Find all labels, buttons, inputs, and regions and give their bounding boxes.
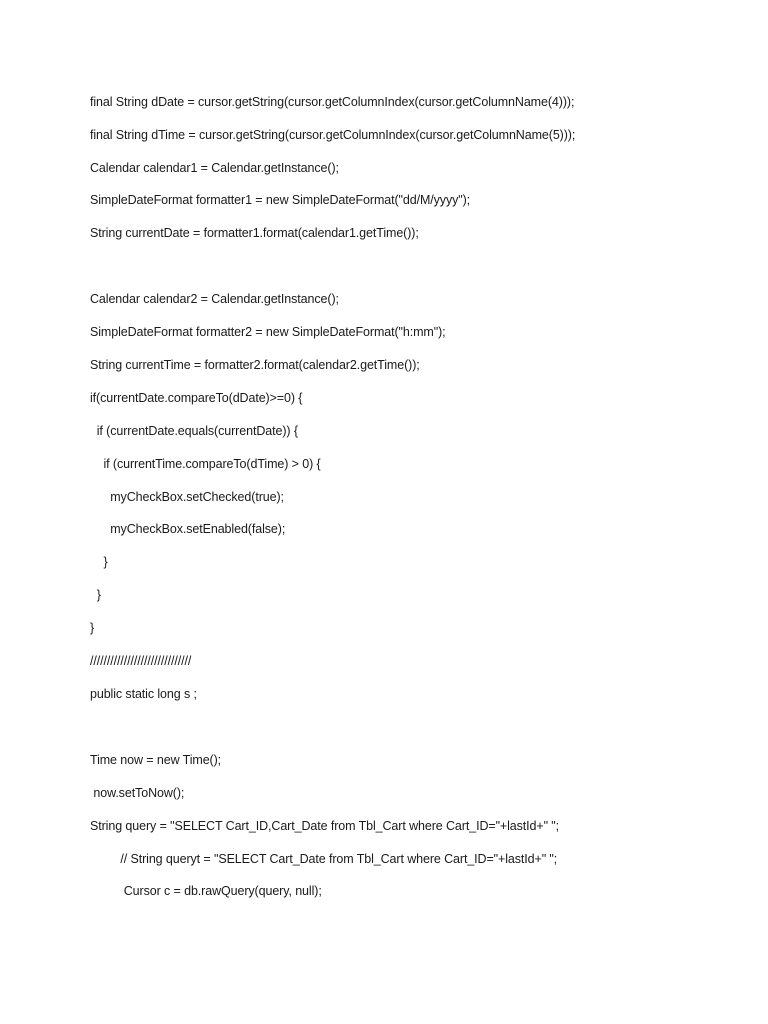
code-line-14: } [90,555,108,569]
code-line-18: public static long s ; [90,687,197,701]
code-line-15: } [90,588,101,602]
code-line-17: ////////////////////////////// [90,654,192,668]
code-line-4: SimpleDateFormat formatter1 = new SimpleDateFormat("dd/M/yyyy"); [90,193,471,207]
code-line-16: } [90,621,95,635]
code-line-23: Cursor c = db.rawQuery(query, null); [90,884,322,898]
code-line-5: String currentDate = formatter1.format(calendar1.getTime()); [90,226,419,240]
code-line-1: final String dDate = cursor.getString(cursor.getColumnIndex(cursor.getColumnName(4))); [90,95,575,109]
code-line-20: now.setToNow(); [90,786,185,800]
code-line-11: if (currentTime.compareTo(dTime) > 0) { [90,457,321,471]
code-line-19: Time now = new Time(); [90,753,222,767]
code-line-10: if (currentDate.equals(currentDate)) { [90,424,298,438]
code-line-7: SimpleDateFormat formatter2 = new SimpleDateFormat("h:mm"); [90,325,446,339]
code-line-22: // String queryt = "SELECT Cart_Date from Tbl_Cart where Cart_ID="+lastId+" "; [90,852,558,866]
code-line-2: final String dTime = cursor.getString(cursor.getColumnIndex(cursor.getColumnName(5))); [90,128,576,142]
code-line-13: myCheckBox.setEnabled(false); [90,522,286,536]
code-line-9: if(currentDate.compareTo(dDate)>=0) { [90,391,303,405]
code-line-12: myCheckBox.setChecked(true); [90,490,284,504]
code-line-3: Calendar calendar1 = Calendar.getInstance(); [90,161,339,175]
code-line-6: Calendar calendar2 = Calendar.getInstance(); [90,292,339,306]
code-line-21: String query = "SELECT Cart_ID,Cart_Date from Tbl_Cart where Cart_ID="+lastId+" "; [90,819,560,833]
code-line-8: String currentTime = formatter2.format(calendar2.getTime()); [90,358,420,372]
